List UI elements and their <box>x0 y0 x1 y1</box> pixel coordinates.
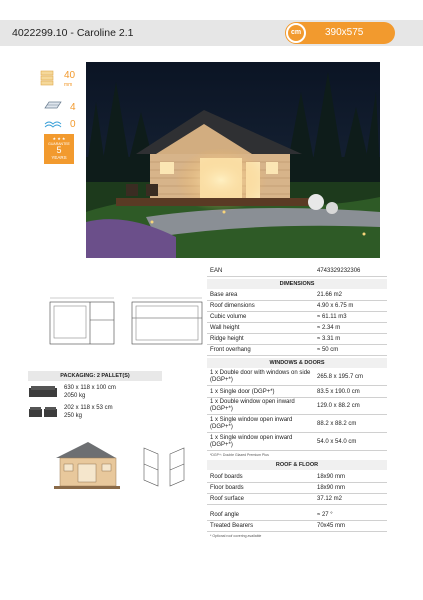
dimension-row <box>207 290 387 301</box>
dimension-row <box>207 334 387 345</box>
roof-value: 18x90 mm <box>317 474 346 480</box>
dimension-value: ≈ 3.31 m <box>317 336 341 342</box>
floor-plan-right <box>132 298 202 344</box>
window-value: 88.2 x 88.2 cm <box>317 421 357 427</box>
ean-row <box>207 266 387 277</box>
window-value: 54.0 x 54.0 cm <box>317 439 357 445</box>
dimension-badge-text: 390x575 <box>325 27 364 38</box>
dimension-label: Ridge height <box>210 336 244 342</box>
roof-value: 70x45 mm <box>317 523 346 529</box>
windows-heading: WINDOWS & DOORS <box>207 358 387 368</box>
guarantee-label: GUARANTEE <box>48 142 70 146</box>
guarantee-years: 5 <box>56 145 62 155</box>
window-row <box>207 434 387 451</box>
dimension-label: Front overhang <box>210 347 251 353</box>
product-name: Caroline 2.1 <box>76 27 134 39</box>
windows-count: 4 <box>70 102 76 113</box>
roof-label: Floor boards <box>210 485 244 491</box>
window-label: 1 x Single door (DGP+*) <box>210 389 275 395</box>
package-dims: 630 x 118 x 100 cm <box>64 385 116 391</box>
product-title <box>12 27 133 39</box>
doors-count: 0 <box>70 119 76 130</box>
title-separator: - <box>70 27 74 39</box>
window-label: 1 x Double door with windows on side (DGP+*) <box>210 370 311 383</box>
pallet-icon <box>28 405 58 419</box>
roof-row <box>207 494 387 505</box>
dimension-row <box>207 301 387 312</box>
dimension-value: 4.90 x 6.75 m <box>317 303 354 309</box>
window-label: 1 x Double window open inward (DGP+*) <box>210 399 295 412</box>
dimension-row <box>207 345 387 356</box>
roof-value: 37.12 m2 <box>317 496 343 502</box>
window-sketch <box>144 448 184 486</box>
dimensions-heading: DIMENSIONS <box>207 279 387 289</box>
roof-value: ≈ 27 ° <box>317 512 333 518</box>
cabin-sketch <box>54 442 120 489</box>
package-item <box>28 405 162 425</box>
window-value: 265.8 x 195.7 cm <box>317 374 364 380</box>
window-row <box>207 398 387 415</box>
dimension-badge <box>285 22 395 44</box>
dimension-row <box>207 323 387 334</box>
floor-plans <box>48 296 206 350</box>
product-code: 4022299.10 <box>12 27 68 39</box>
window-label: 1 x Single window open inward (DGP+*) <box>210 435 293 448</box>
package-weight: 2050 kg <box>64 393 86 399</box>
package-weight: 250 kg <box>64 413 83 419</box>
packaging-heading: PACKAGING: 2 PALLET(S) <box>28 371 162 381</box>
roof-row <box>207 483 387 494</box>
pallet-icon <box>28 385 58 399</box>
roof-label: Roof boards <box>210 474 243 480</box>
door-icon <box>44 118 62 130</box>
dimension-value: 21.66 m2 <box>317 292 343 298</box>
window-row <box>207 369 387 386</box>
window-icon <box>44 100 62 110</box>
window-value: 129.0 x 88.2 cm <box>317 403 360 409</box>
guarantee-years-label: YEARS <box>51 155 67 160</box>
window-label: 1 x Single window open inward (DGP+*) <box>210 417 293 430</box>
dimension-label: Wall height <box>210 325 240 331</box>
wall-thickness-value: 40 <box>64 70 76 81</box>
dimension-value: ≈ 61.11 m3 <box>317 314 347 320</box>
window-row <box>207 387 387 398</box>
wall-thickness-icon <box>40 70 54 88</box>
dimension-label: Cubic volume <box>210 314 247 320</box>
roof-row <box>207 472 387 483</box>
package-item <box>28 385 162 405</box>
windows-footnote: *DGP+: Double Glazed Premium Plus <box>210 453 269 457</box>
roof-footnote: * Optional roof covering available <box>210 534 262 538</box>
wall-thickness-unit: mm <box>64 82 73 88</box>
roof-value: 18x90 mm <box>317 485 346 491</box>
floor-plan-left <box>50 298 114 344</box>
roof-label: Roof surface <box>210 496 245 502</box>
ean-label: EAN <box>210 268 223 274</box>
roof-row <box>207 510 387 521</box>
guarantee-badge <box>44 134 74 164</box>
dimension-label: Base area <box>210 292 238 298</box>
cm-icon: cm <box>286 23 306 43</box>
roof-heading: ROOF & FLOOR <box>207 460 387 470</box>
cabin-photo <box>86 62 380 258</box>
roof-label: Roof angle <box>210 512 240 518</box>
dimension-row <box>207 312 387 323</box>
guarantee-stars: ★ ★ ★ <box>52 136 66 141</box>
window-row <box>207 416 387 433</box>
roof-row <box>207 521 387 532</box>
dimension-value: ≈ 50 cm <box>317 347 339 353</box>
package-dims: 202 x 118 x 53 cm <box>64 405 113 411</box>
ean-value: 4743329232306 <box>317 268 361 274</box>
dimension-label: Roof dimensions <box>210 303 255 309</box>
window-value: 83.5 x 190.0 cm <box>317 389 360 395</box>
roof-label: Treated Bearers <box>210 523 254 529</box>
cabin-drawings <box>52 436 200 492</box>
dimension-value: ≈ 2.34 m <box>317 325 341 331</box>
